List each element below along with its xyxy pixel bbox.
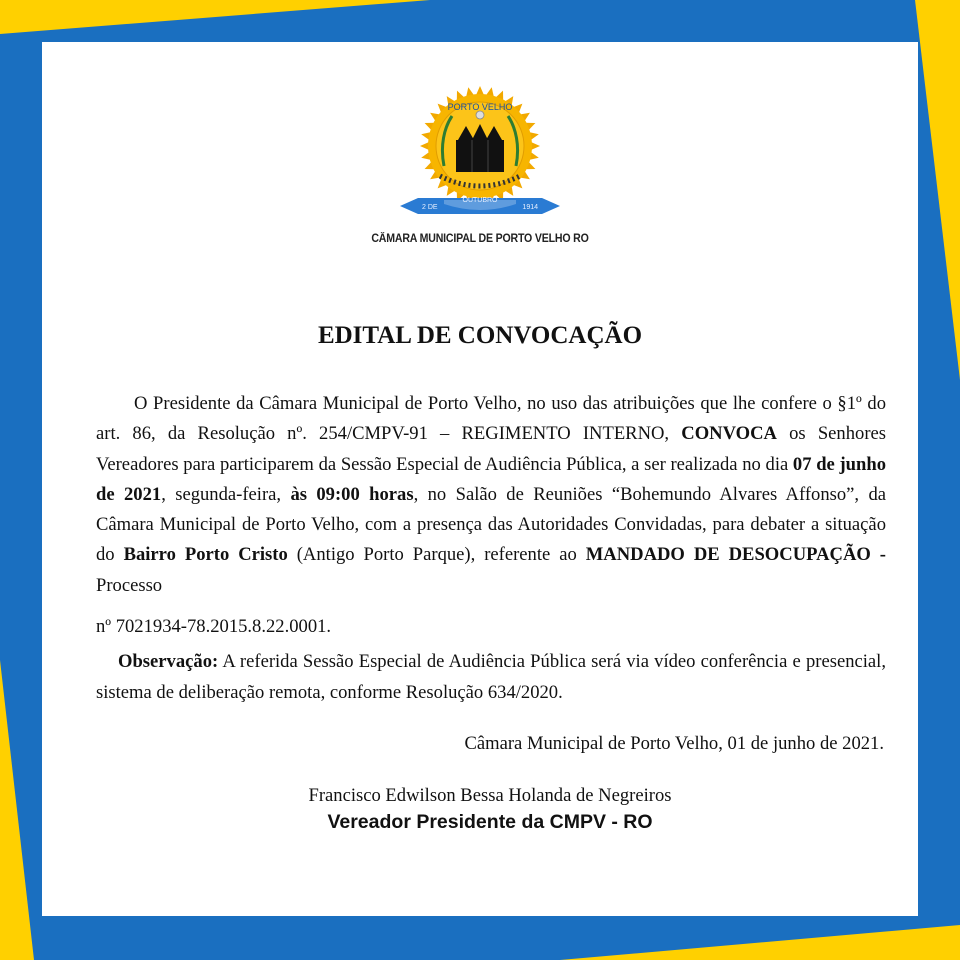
paragraph-text: Processo — [96, 574, 163, 596]
process-number: nº 7021934-78.2015.8.22.0001. — [96, 616, 332, 637]
observation-text: A referida Sessão Especial de Audiência Pública será via vídeo conferência e presencial, sistema de deliberação remota, conforme Resolução 634/2020. — [96, 651, 886, 703]
seal-ribbon-right: 1914 — [522, 204, 538, 211]
org-name: CÂMARA MUNICIPAL DE PORTO VELHO RO — [371, 233, 589, 245]
paragraph-text: , segunda-feira, — [161, 483, 291, 505]
seal-ribbon-left: 2 DE — [422, 204, 438, 211]
place-date: Câmara Municipal de Porto Velho, 01 de junho de 2021. — [464, 733, 884, 754]
signer-role: Vereador Presidente da CMPV - RO — [327, 811, 653, 833]
document-title: EDITAL DE CONVOCAÇÃO — [317, 322, 643, 349]
seal-ribbon-center: OUTUBRO — [462, 197, 498, 204]
emphasis-text: às 09:00 horas — [290, 483, 414, 505]
emphasis-text: 07 de junho de 2021 — [96, 453, 886, 505]
paragraph-text: O Presidente da Câmara Municipal de Porto Velho, no uso das atribuições que lhe confere o §1º do art. 86, da Resolução nº. 254/CMPV-91 – REGIMENTO INTERNO, — [96, 393, 886, 445]
paragraph-text: (Antigo Porto Parque), referente ao — [287, 544, 586, 566]
observation-paragraph — [96, 647, 886, 708]
paragraph-text: , no Salão de Reuniões “Bohemundo Alvares Affonso”, da Câmara Municipal de Porto Velho, com a presença das Autoridades Convidadas, para debater a situação do — [96, 483, 886, 566]
emphasis-text: Bairro Porto Cristo — [123, 544, 288, 566]
observation-label: Observação: — [118, 651, 219, 672]
emphasis-text: MANDADO DE DESOCUPAÇÃO - — [585, 544, 886, 566]
emphasis-text: CONVOCA — [681, 423, 777, 445]
signer-name: Francisco Edwilson Bessa Holanda de Negreiros — [308, 785, 672, 806]
seal-top-text: PORTO VELHO — [447, 102, 513, 112]
paragraph-text: os Senhores Vereadores para participarem da Sessão Especial de Audiência Pública, a ser realizada no dia — [96, 423, 887, 475]
convocation-paragraph — [96, 389, 886, 601]
municipal-seal-logo — [398, 76, 562, 240]
